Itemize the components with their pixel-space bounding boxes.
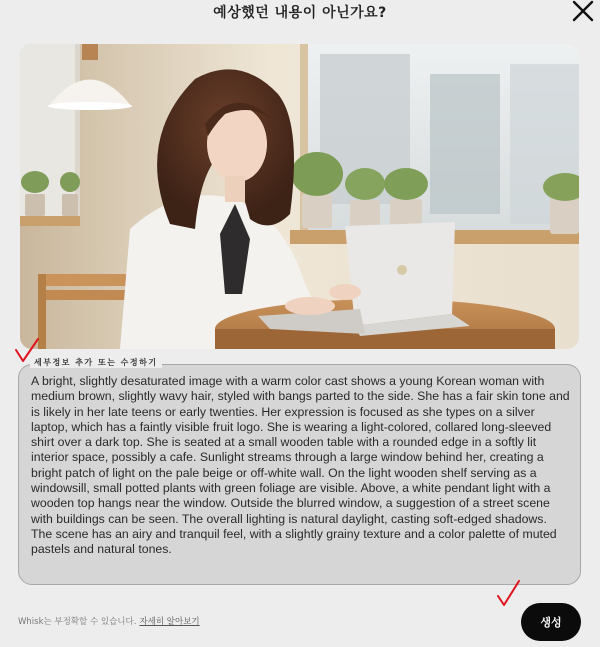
disclaimer [18, 615, 200, 627]
prompt-label: 세부정보 추가 또는 수정하기 [30, 357, 162, 368]
dialog-title: 예상했던 내용이 아닌가요? [213, 5, 387, 21]
prompt-text[interactable]: A bright, slightly desaturated image with a warm color cast shows a young Korean woman with medium brown, slightly wavy hair, styled with bangs parted to the side. She has a fair skin tone and is likely in her late teens or early twenties. Her expression is focused as she types on a silver laptop, which has a faintly visible fruit logo. She is wearing a light-colored, collared long-sleeved shirt over a dark top. She is seated at a small wooden table with a rounded edge in a softly lit interior space, possibly a cafe. Sunlight streams through a large window behind her, creating a bright patch of light on the pale beige or off-white wall. On the light wooden shelf serving as a windowsill, small potted plants with green foliage are visible. Above, a white pendant light with a wooden top hangs near the window. Outside the blurred window, a suggestion of a street scene with buildings can be seen. The overall lighting is natural daylight, casting soft-edged shadows. The scene has an airy and tranquil feel, with a slightly grainy texture and a color palette of muted pastels and natural tones. [31, 374, 570, 557]
generate-button[interactable]: 생성 [521, 603, 581, 641]
learn-more-link[interactable]: 자세히 알아보기 [139, 617, 200, 627]
close-icon [568, 0, 598, 26]
close-button[interactable] [568, 0, 598, 26]
disclaimer-text: Whisk는 부정확할 수 있습니다. [18, 617, 137, 627]
generated-image [20, 44, 579, 349]
